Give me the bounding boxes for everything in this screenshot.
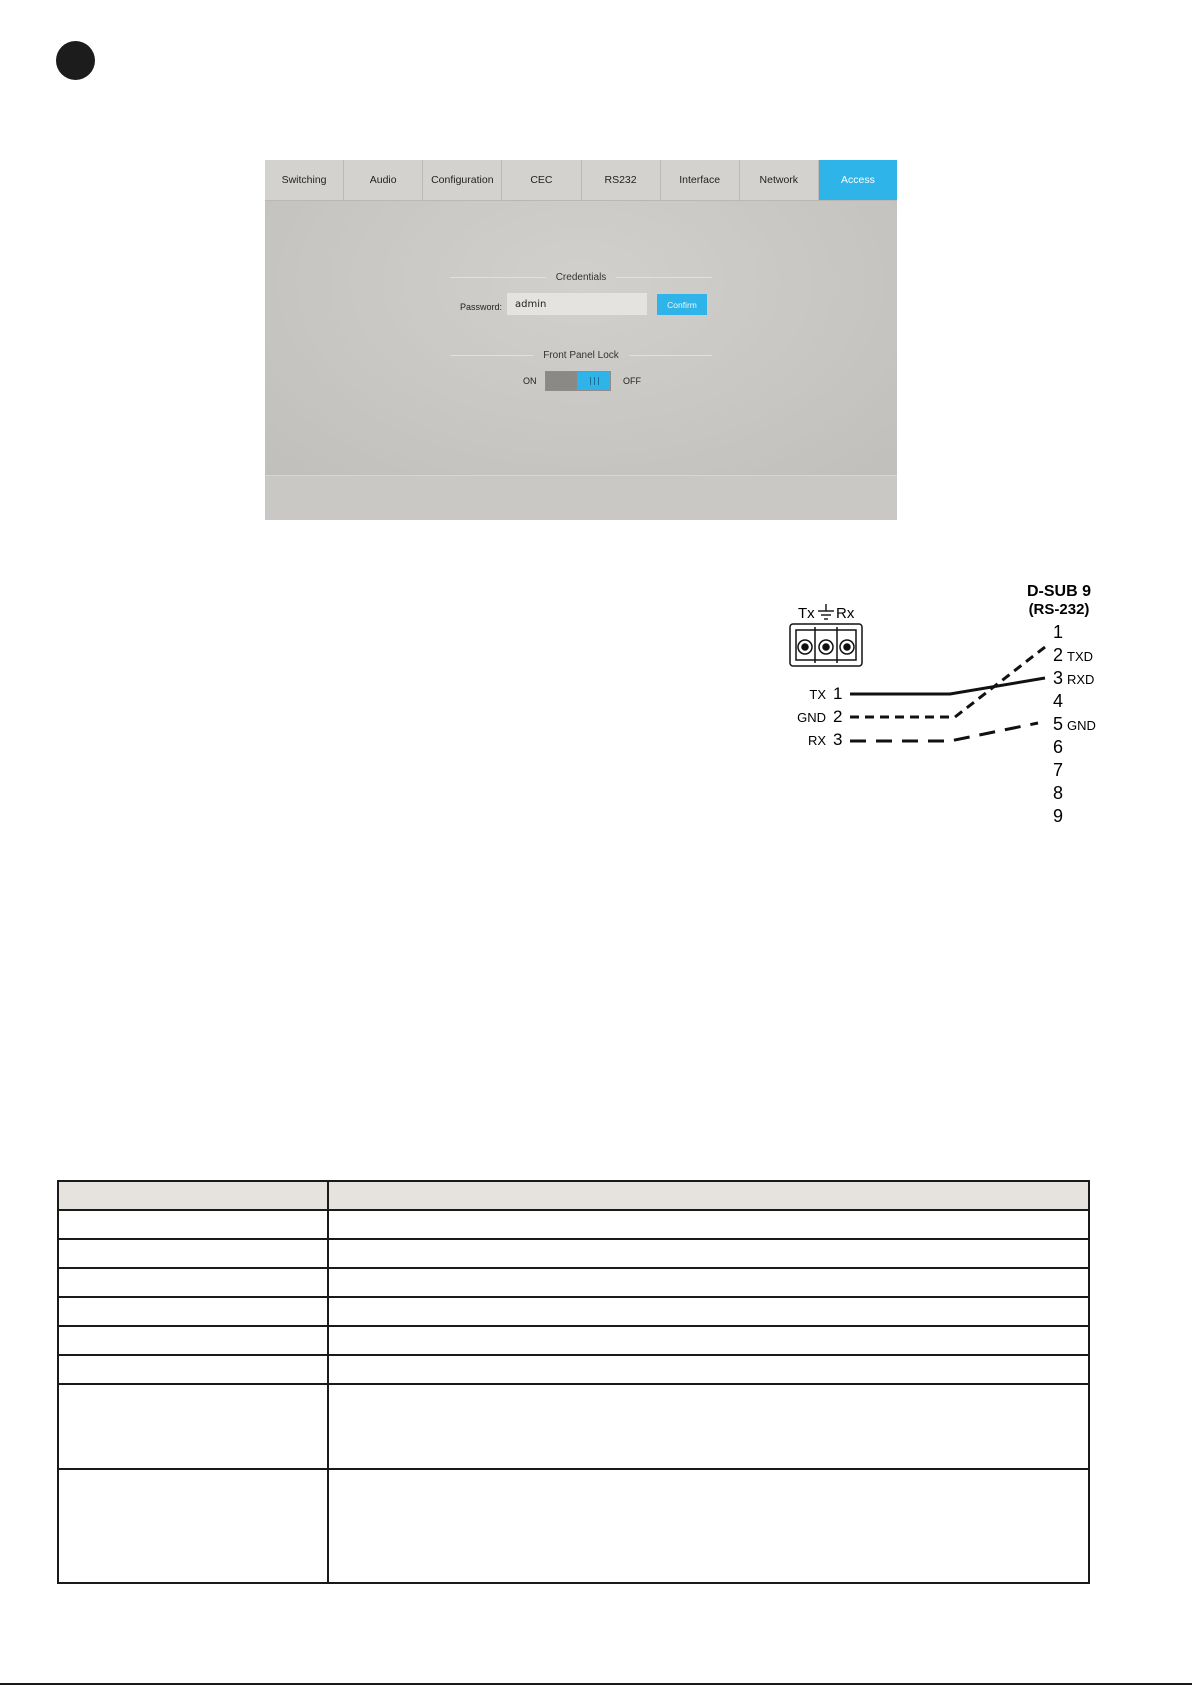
dsub-subtitle: (RS-232) <box>1028 601 1090 618</box>
dsub-pin-number: 7 <box>1053 760 1064 780</box>
tab-bar <box>265 160 897 201</box>
terminal-pin-label: RX <box>807 733 826 748</box>
dsub-pin-label: TXD <box>1067 649 1093 664</box>
lock-on-label: ON <box>523 376 537 386</box>
wire-rx-to-gnd <box>850 723 1038 741</box>
table-row <box>58 1297 1089 1326</box>
table-row <box>58 1210 1089 1239</box>
terminal-pin-number: 1 <box>833 684 843 703</box>
tab-configuration[interactable]: Configuration <box>423 160 502 200</box>
terminal-rx-header: Rx <box>836 605 855 622</box>
table-header-cell <box>328 1181 1089 1210</box>
table-cell <box>328 1268 1089 1297</box>
dsub-pin-number: 6 <box>1053 737 1064 757</box>
credentials-heading <box>450 272 712 283</box>
terminal-pin-label: GND <box>797 710 826 725</box>
lock-off-label: OFF <box>623 376 641 386</box>
dsub-pin-label: RXD <box>1067 672 1095 687</box>
dsub-pin-number: 5 <box>1053 714 1064 734</box>
front-panel-lock-heading <box>450 350 712 361</box>
table-cell <box>58 1326 328 1355</box>
table-row <box>58 1326 1089 1355</box>
ground-icon <box>818 604 834 619</box>
table-cell <box>328 1384 1089 1469</box>
table-cell <box>58 1268 328 1297</box>
tab-rs232[interactable]: RS232 <box>582 160 661 200</box>
table-cell <box>328 1210 1089 1239</box>
terminal-pin-label: TX <box>809 687 826 702</box>
table-cell <box>328 1355 1089 1384</box>
wire-tx-to-rxd <box>850 678 1045 694</box>
credentials-title: Credentials <box>555 272 607 283</box>
toggle-knob <box>577 372 610 390</box>
table-cell <box>328 1239 1089 1268</box>
table-row <box>58 1268 1089 1297</box>
table-row <box>58 1469 1089 1583</box>
dsub-pin-number: 1 <box>1053 622 1064 642</box>
access-panel <box>265 201 897 475</box>
table-cell <box>328 1297 1089 1326</box>
spec-table <box>57 1180 1090 1584</box>
dsub-pin-number: 3 <box>1053 668 1064 688</box>
rs232-wiring-diagram <box>770 570 1110 840</box>
dsub-pin-number: 9 <box>1053 806 1064 826</box>
table-cell <box>328 1326 1089 1355</box>
table-cell <box>58 1469 328 1583</box>
tab-access[interactable]: Access <box>819 160 897 200</box>
table-cell <box>58 1384 328 1469</box>
dsub-pin-number: 8 <box>1053 783 1064 803</box>
grip-icon <box>590 377 599 385</box>
confirm-button[interactable]: Confirm <box>657 294 707 315</box>
dsub-title: D-SUB 9 <box>1026 583 1092 600</box>
terminal-pin-number: 2 <box>833 707 843 726</box>
dsub-pin-number: 4 <box>1053 691 1064 711</box>
terminal-tx-header: Tx <box>798 605 815 622</box>
terminal-block-connector <box>790 624 862 666</box>
tab-network[interactable]: Network <box>740 160 819 200</box>
tab-cec[interactable]: CEC <box>502 160 581 200</box>
front-panel-lock-toggle[interactable] <box>545 371 611 391</box>
tab-audio[interactable]: Audio <box>344 160 423 200</box>
table-row <box>58 1355 1089 1384</box>
tab-switching[interactable]: Switching <box>265 160 344 200</box>
table-header-row <box>58 1181 1089 1210</box>
front-panel-lock-title: Front Panel Lock <box>543 350 619 361</box>
table-cell <box>58 1297 328 1326</box>
password-input[interactable] <box>507 293 647 315</box>
table-cell <box>58 1239 328 1268</box>
section-marker-dot <box>56 41 95 80</box>
table-cell <box>58 1355 328 1384</box>
ui-footer-bar <box>265 475 897 520</box>
table-cell <box>58 1210 328 1239</box>
table-cell <box>328 1469 1089 1583</box>
terminal-pin-number: 3 <box>833 730 843 749</box>
tab-interface[interactable]: Interface <box>661 160 740 200</box>
dsub-pin-label: GND <box>1067 718 1096 733</box>
table-header-cell <box>58 1181 328 1210</box>
dsub-pin-list <box>1053 622 1096 826</box>
password-label: Password: <box>460 302 503 312</box>
table-row <box>58 1384 1089 1469</box>
dsub-pin-number: 2 <box>1053 645 1064 665</box>
table-row <box>58 1239 1089 1268</box>
web-ui-screenshot <box>265 160 897 520</box>
